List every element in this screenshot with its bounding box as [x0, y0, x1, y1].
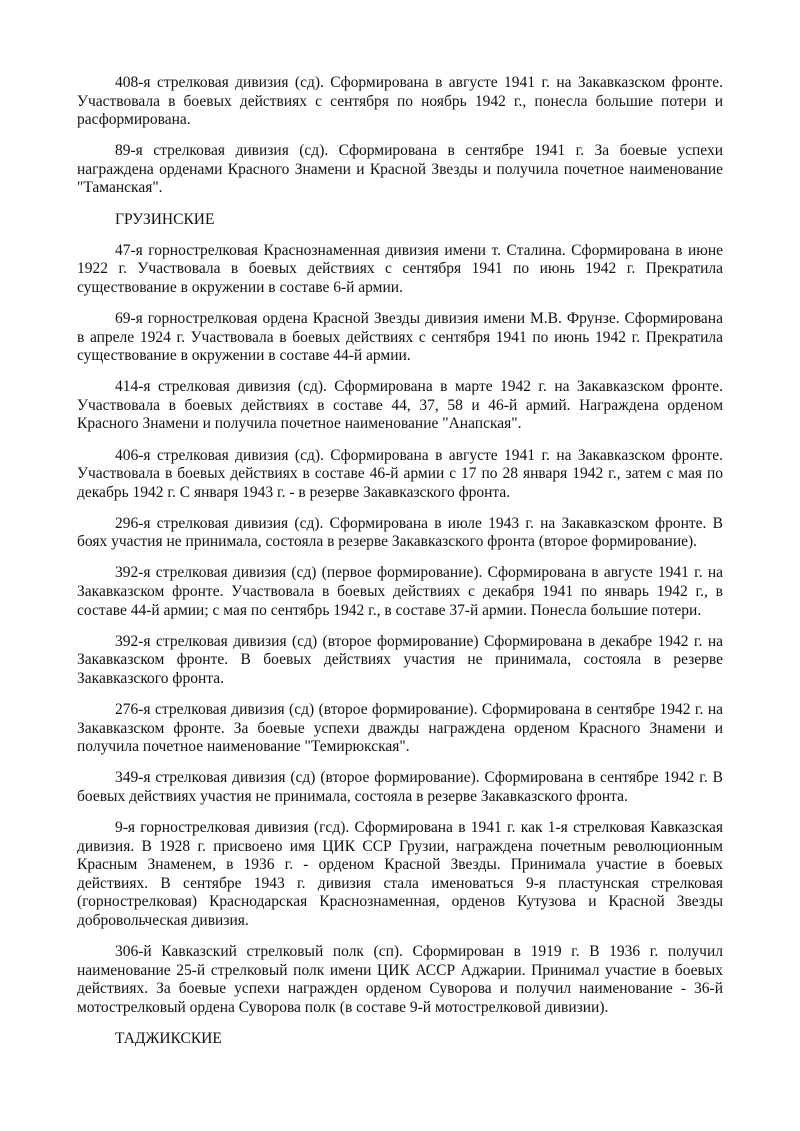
paragraph-276-division: 276-я стрелковая дивизия (сд) (второе формирование). Сформирована в сентябре 1942 г. на Закавказском фронте. За боевые успехи дважды награждена орденом Красного Знамени и получила почетное наименование "Темирюкская". — [77, 701, 723, 756]
paragraph-89-division: 89-я стрелковая дивизия (сд). Сформирована в сентябре 1941 г. За боевые успехи награждена орденами Красного Знамени и Красной Звезды и получила почетное наименование "Таманская". — [77, 142, 723, 197]
paragraph-414-division: 414-я стрелковая дивизия (сд). Сформирована в марте 1942 г. на Закавказском фронте. Участвовала в боевых действиях в составе 44, 37, 58 и 46-й армий. Награждена орденом Красного Знамени и получила почетное наименование "Анапская". — [77, 378, 723, 433]
paragraph-69-division: 69-я горнострелковая ордена Красной Звезды дивизия имени М.В. Фрунзе. Сформирована в апреле 1924 г. Участвовала в боевых действиях с сентября 1941 по июнь 1942 г. Прекратила существование в окружении в составе 44-й армии. — [77, 309, 723, 365]
paragraph-406-division: 406-я стрелковая дивизия (сд). Сформирована в августе 1941 г. на Закавказском фронте. Участвовала в боевых действиях в составе 46-й армии с 17 по 28 января 1942 г., затем с мая по декабрь 1942 г. С января 1943 г. - в резерве Закавказского фронта. — [77, 446, 723, 501]
paragraph-408-division: 408-я стрелковая дивизия (сд). Сформирована в августе 1941 г. на Закавказском фронте. Участвовала в боевых действиях с сентября по ноябрь 1942 г., понесла большие потери и расформирована. — [77, 74, 723, 129]
paragraph-349-division: 349-я стрелковая дивизия (сд) (второе формирование). Сформирована в сентябре 1942 г. В боевых действиях участия не принимала, состояла в резерве Закавказского фронта. — [77, 769, 723, 805]
document-page — [77, 74, 723, 1061]
section-heading-tajik: ТАДЖИКСКИЕ — [115, 1029, 222, 1047]
paragraph-392-division-second: 392-я стрелковая дивизия (сд) (второе формирование) Сформирована в декабре 1942 г. на Закавказском фронте. В боевых действиях участия не принимала, состояла в резерве Закавказского фронта. — [77, 632, 723, 687]
paragraph-392-division-first: 392-я стрелковая дивизия (сд) (первое формирование). Сформирована в августе 1941 г. на Закавказском фронте. Участвовала в боевых действиях с декабря 1941 по январь 1942 г., в составе 44-й армии; с мая по сентябрь 1942 г., в составе 37-й армии. Понесла большие потери. — [77, 564, 723, 619]
paragraph-9-mountain-division: 9-я горнострелковая дивизия (гсд). Сформирована в 1941 г. как 1-я стрелковая Кавказская дивизия. В 1928 г. присвоено имя ЦИК ССР Грузии, награждена почетным революционным Красным Знаменем, в 1936 г. - орденом Красной Звезды. Принимала участие в боевых действиях. В сентябре 1943 г. дивизия стала именоваться 9-я пластунская стрелковая (горнострелковая) Краснодарская Краснознаменная, орденов Кутузова и Красной Звезды добровольческая дивизия. — [77, 819, 723, 929]
paragraph-296-division: 296-я стрелковая дивизия (сд). Сформирована в июле 1943 г. на Закавказском фронте. В боях участия не принимала, состояла в резерве Закавказского фронта (второе формирование). — [77, 514, 723, 551]
paragraph-47-division: 47-я горнострелковая Краснознаменная дивизия имени т. Сталина. Сформирована в июне 1922 г. Участвовала в боевых действиях с сентября 1941 по июнь 1942 г. Прекратила существование в окружении в составе 6-й армии. — [77, 241, 723, 296]
paragraph-306-regiment: 306-й Кавказский стрелковый полк (сп). Сформирован в 1919 г. В 1936 г. получил наименование 25-й стрелковый полк имени ЦИК АССР Аджарии. Принимал участие в боевых действиях. За боевые успехи награжден орденом Суворова и получил наименование - 36-й мотострелковый ордена Суворова полк (в составе 9-й мотострелковой дивизии). — [77, 943, 723, 1016]
section-heading-georgian: ГРУЗИНСКИЕ — [115, 210, 215, 228]
